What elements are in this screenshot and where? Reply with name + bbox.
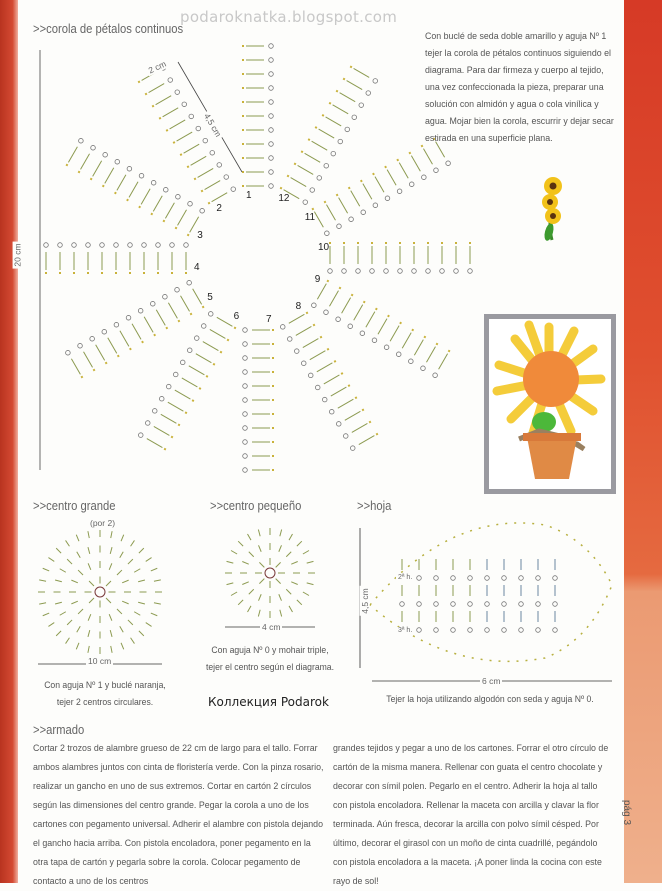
armado-title: >>armado bbox=[33, 723, 85, 737]
petal-number: 12 bbox=[278, 193, 290, 205]
petal-number: 7 bbox=[266, 314, 272, 325]
petal-number: 5 bbox=[207, 291, 213, 303]
petal-number: 9 bbox=[314, 274, 321, 286]
centro-grande-note: (por 2) bbox=[90, 518, 116, 528]
petal-length-label: 4,5 cm bbox=[202, 111, 224, 139]
caption-line: Con aguja Nº 0 y mohair triple, bbox=[211, 644, 329, 655]
centro-grande-width-label: 10 cm bbox=[88, 656, 112, 666]
watermark: podaroknatka.blogspot.com bbox=[180, 8, 398, 26]
petal-number: 6 bbox=[233, 310, 240, 322]
caption-line: tejer el centro según el diagrama. bbox=[205, 661, 335, 672]
centro-pequeno-width-label: 4 cm bbox=[262, 622, 281, 632]
collection-label: Коллекция Podarok bbox=[208, 695, 329, 709]
hoja-title: >>hoja bbox=[357, 499, 392, 513]
corola-height-label: 20 cm bbox=[12, 243, 23, 267]
petal-width-label: 2 cm bbox=[146, 58, 168, 76]
caption-line: tejer 2 centros circulares. bbox=[56, 696, 154, 707]
petal-number: 3 bbox=[197, 229, 203, 241]
centro-pequeno-caption bbox=[192, 641, 348, 675]
petal-number: 2 bbox=[216, 203, 222, 215]
sunflower-photo bbox=[484, 314, 616, 494]
petal-number: 8 bbox=[295, 300, 302, 312]
page-number: pág 3 bbox=[621, 800, 632, 826]
centro-grande-title: >>centro grande bbox=[33, 499, 116, 513]
petal-number: 11 bbox=[304, 212, 316, 224]
centro-grande-caption bbox=[27, 676, 183, 710]
petal-number: 10 bbox=[318, 242, 330, 253]
hoja-width-label: 6 cm bbox=[482, 676, 501, 686]
armado-text-col1: Cortar 2 trozos de alambre grueso de 22 cm de largo para el tallo. Forrar ambos alambres juntos con cinta de floristería verde. Con la pinza rosario, realizar un gancho en uno de sus extremos. Cortar en cartón 2 círculos según las dimensiones del centro grande. Pegar la corola a uno de los cartones con pegamento universal. Adherir el alambre con pistola dejando el gancho hacia arriba. Con pistola encoladora, poner pegamento en la otra tapa de cartón y pegarla sobre la corola. Colocar pegamento de contacto a uno de los centros bbox=[33, 743, 324, 887]
caption-line: Con aguja Nº 1 y buclé naranja, bbox=[44, 679, 166, 690]
petal-number: 4 bbox=[194, 262, 200, 273]
petal-number: 1 bbox=[246, 190, 252, 201]
hoja-height-label: 4,5 cm bbox=[359, 588, 370, 614]
hoja-row-3-label: 3ª h. bbox=[398, 627, 413, 634]
corola-instructions: Con buclé de seda doble amarillo y aguja Nº 1 tejer la corola de pétalos continuos siguiendo el diagrama. Para dar firmeza y cuerpo al tejido, una vez confeccionada la pieza, preparar una solución con almidón y agua o cola vinílica y agua. Mojar bien la corola, escurrir y dejar secar estirada en una superficie plana. bbox=[425, 31, 614, 144]
hoja-caption: Tejer la hoja utilizando algodón con seda y aguja Nº 0. bbox=[386, 693, 594, 704]
hoja-row-2-label: 2ª h. bbox=[398, 574, 413, 581]
corola-title: >>corola de pétalos continuos bbox=[33, 22, 184, 36]
centro-pequeno-title: >>centro pequeño bbox=[210, 499, 302, 513]
armado-text-col2: grandes tejidos y pegar a uno de los cartones. Forrar el otro círculo de cartón de la misma manera. Rellenar con guata el centro chocolate y decorar con símil polen. Pegarlo en el centro. Adherir la hoja al tallo con pistola encoladora. Rellenar la maceta con arcilla y clavar la flor terminada. Aún fresca, decorar la arcilla con polvo símil césped. Por último, decorar el girasol con un moño de cinta cuadrillé, pegándolo con pistola encoladora a la maceta. ¡A poner linda la cocina con este rayo de sol! bbox=[333, 743, 609, 887]
